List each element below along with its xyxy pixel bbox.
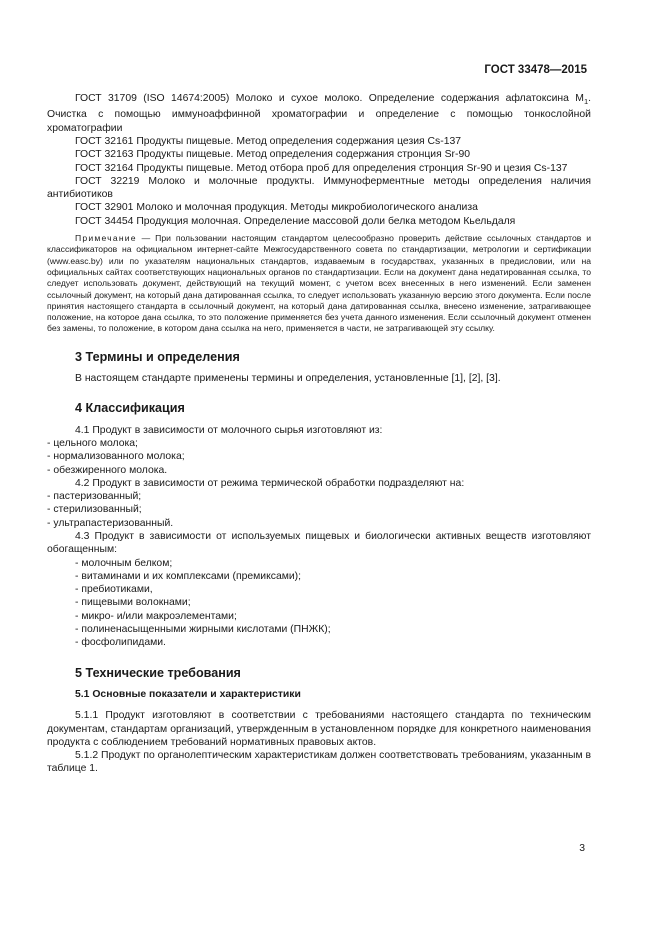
section-3-heading: 3 Термины и определения (75, 349, 240, 364)
reference-code: ГОСТ 32161 (75, 135, 134, 147)
list-item: - полиненасыщенными жирными кислотами (ПНЖК); (75, 624, 331, 636)
reference-item (47, 135, 591, 148)
reference-item (47, 201, 591, 214)
clause-4-2: 4.2 Продукт в зависимости от режима термической обработки подразделяют на: (75, 477, 465, 489)
list-item: - микро- и/или макроэлементами; (75, 610, 237, 622)
reference-item (47, 92, 591, 135)
list-item: - ультрапастеризованный. (47, 517, 174, 529)
list-item: - витаминами и их комплексами (премиксами); (75, 570, 302, 582)
list-item: - молочным белком; (75, 557, 173, 569)
list-item: - обезжиренного молока. (47, 464, 168, 476)
reference-item (47, 215, 591, 228)
section-3-text: В настоящем стандарте применены термины и определения, установленные [1], [2], [3]. (75, 373, 501, 385)
list-item: - нормализованного молока; (47, 451, 185, 463)
clause-4-1: 4.1 Продукт в зависимости от молочного сырья изготовляют из: (75, 424, 383, 436)
reference-code: ГОСТ 32164 (75, 162, 134, 174)
reference-text: Продукты пищевые. Метод определения содержания цезия Cs-137 (136, 135, 462, 147)
section-4-heading: 4 Классификация (75, 401, 185, 416)
page-content (47, 92, 591, 776)
subsection-5-1-heading: 5.1 Основные показатели и характеристики (75, 688, 301, 700)
clause-5-1-1: 5.1.1 Продукт изготовляют в соответствии с требованиями настоящего стандарта по техническим документам, стандартам организаций, утвержденным в установленном порядке для конкретного наименования продукта с соблюдением требований нормативных правовых актов. (47, 710, 591, 748)
reference-text-continued-2: . Очистка с помощью иммуноаффинной хроматографии и определение с помощью тонкослойной хроматографии (47, 93, 591, 134)
reference-item (47, 162, 591, 175)
reference-code: ГОСТ 32163 (75, 149, 134, 161)
clause-5-1-2: 5.1.2 Продукт по органолептическим характеристикам должен соответствовать требованиям, указанным в таблице 1. (47, 750, 591, 775)
clause-4-3: 4.3 Продукт в зависимости от используемых пищевых и биологически активных веществ изготовляют обогащенным: (47, 530, 591, 556)
reference-item (47, 148, 591, 161)
reference-text: Продукты пищевые. Метод определения содержания стронция Sr-90 (136, 149, 470, 161)
list-item: - цельного молока; (47, 437, 138, 449)
reference-item (47, 175, 591, 202)
reference-code: ГОСТ 32219 (75, 175, 140, 187)
list-item: - пищевыми волокнами; (75, 597, 191, 609)
section-5-heading: 5 Технические требования (75, 665, 241, 680)
reference-text: (ISO 14674:2005) Молоко и сухое молоко. Определение содержания афлатоксина (143, 93, 569, 104)
page-number: 3 (579, 843, 585, 854)
reference-text: Молоко и молочная продукция. Методы микробиологического анализа (136, 202, 478, 214)
note-label: Примечание (75, 233, 137, 244)
note-text: — При пользовании настоящим стандартом целесообразно проверить действие ссылочных стандартов и классификаторов на официальном интернет-сайте Межгосударственного совета по стандартизации, метрологии и сертификации (www.easc.by) или по указателям национальных стандартов, издаваемым в государствах, указанных в предисловии, или на официальных сайтах соответствующих национальных органов по стандартизации. Если на документ дана недатированная ссылка, то следует использовать документ, действующий на текущий момент, с учетом всех внесенных в него изменений. Если заменен ссылочный документ, на который дана датированная ссылка, то следует использовать указанную версию этого документа. Если после принятия настоящего стандарта в ссылочный документ, на который дана датированная ссылка, внесено изменение, затрагивающее положение, на которое дана ссылка, то это положение применяется без учета данного изменения. Если ссылочный документ отменен без замены, то положение, в котором дана ссылка на него, применяется в части, не затрагивающей эту ссылку. (47, 233, 591, 334)
reference-text: Молоко и молочные продукты. Иммуноферментные методы определения наличия антибиотиков (47, 175, 591, 201)
reference-text: Продукты пищевые. Метод отбора проб для определения стронция Sr-90 и цезия Cs-137 (136, 162, 568, 174)
document-code: ГОСТ 33478—2015 (484, 64, 587, 76)
reference-code: ГОСТ 32901 (75, 202, 134, 214)
list-item: - пастеризованный; (47, 491, 142, 503)
list-item: - стерилизованный; (47, 504, 142, 516)
reference-code: ГОСТ 31709 (75, 93, 137, 104)
list-item: - пребиотиками, (75, 584, 153, 596)
normative-references-list (47, 92, 591, 228)
reference-text-continued: М (575, 93, 584, 104)
note-paragraph (47, 233, 591, 335)
reference-subscript: 1 (583, 97, 589, 107)
list-item: - фосфолипидами. (75, 637, 166, 649)
reference-code: ГОСТ 34454 (75, 215, 134, 227)
reference-text: Продукция молочная. Определение массовой доли белка методом Кьельдаля (136, 215, 516, 227)
